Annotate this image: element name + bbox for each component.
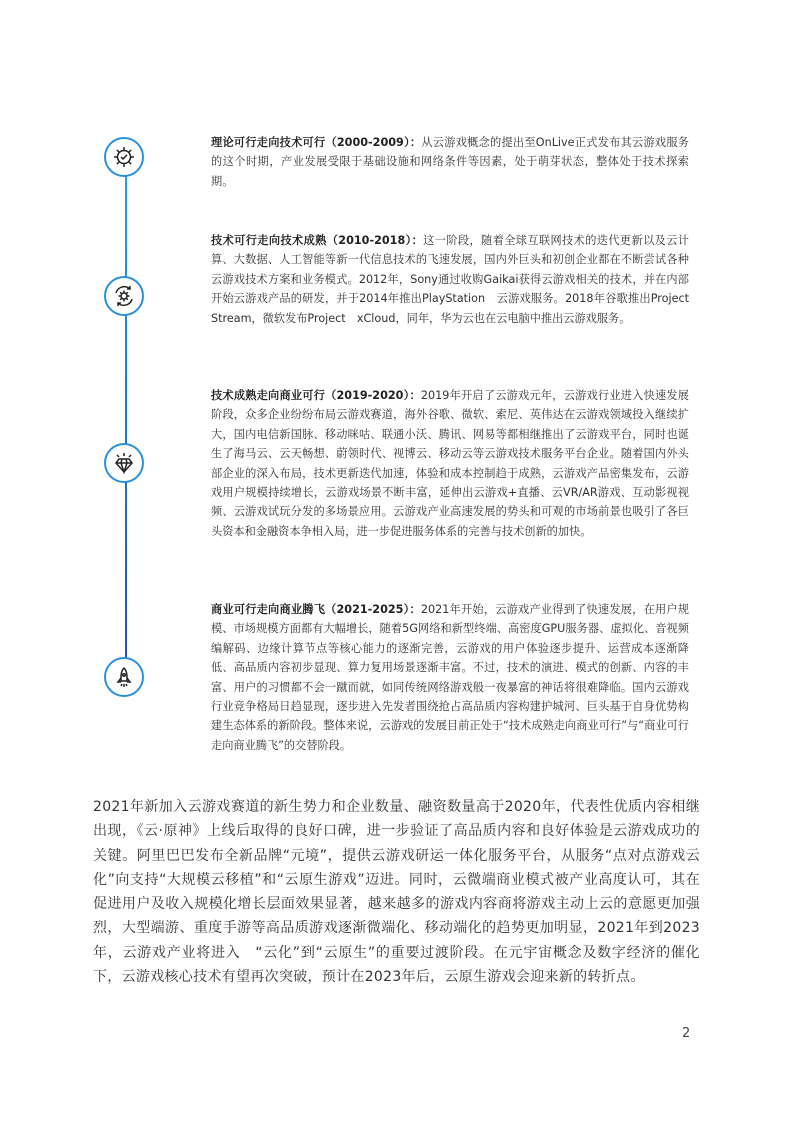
page-number: 2 [682,1026,691,1041]
timeline-entry-4 [211,600,689,755]
timeline-text: 从云游戏概念的提出至OnLive正式发布其云游戏服务的这个时期，产业发展受限于基础设施和网络条件等因素，处于萌芽状态，整体处于技术探索期。 [211,136,689,188]
timeline-heading: 理论可行走向技术可行（2000-2009）： [211,136,422,149]
timeline-entry-1 [211,133,689,191]
gear-check-icon [104,137,144,177]
timeline-line [125,157,127,677]
timeline-heading: 技术可行走向技术成熟（2010-2018）： [211,234,424,247]
timeline-heading: 技术成熟走向商业可行（2019-2020）： [211,389,421,402]
rocket-icon [104,657,144,697]
gear-cycle-icon [104,276,144,316]
timeline-heading: 商业可行走向商业腾飞（2021-2025）： [211,603,421,616]
timeline-text: 2019年开启了云游戏元年，云游戏行业进入快速发展阶段，众多企业纷纷布局云游戏赛道，海外谷歌、微软、索尼、英伟达在云游戏领域投入继续扩大，国内电信新国脉、移动咪咕、联通小沃、腾讯、网易等都相继推出了云游戏平台，同时也诞生了海马云、云天畅想、蔚领时代、视博云、移动云等云游戏技术服务平台企业。随着国内外头部企业的深入布局，技术更新迭代加速，体验和成本控制趋于成熟，云游戏产品密集发布，云游戏用户规模持续增长，云游戏场景不断丰富，延伸出云游戏+直播、云VR/AR游戏、互动影视视频、云游戏试玩分发的多场景应用。云游戏产业高速发展的势头和可观的市场前景也吸引了各巨头资本和金融资本争相入局，进一步促进服务体系的完善与技术创新的加快。 [211,389,689,538]
timeline-entry-3 [211,386,689,541]
timeline-entry-2 [211,231,701,328]
timeline-text: 这一阶段，随着全球互联网技术的迭代更新以及云计算、大数据、人工智能等新一代信息技术的飞速发展，国内外巨头和初创企业都在不断尝试各种云游戏技术方案和业务模式。2012年，Sony通过收购Gaikai获得云游戏相关的技术，并在内部开始云游戏产品的研发，并于2014年推出PlayStation 云游戏服务。2018年谷歌推出Project Stream，微软发布Project xCloud，同年，华为云也在云电脑中推出云游戏服务。 [211,234,701,325]
timeline-text: 2021年开始，云游戏产业得到了快速发展，在用户规模、市场规模方面都有大幅增长，随着5G网络和新型终端、高密度GPU服务器、虚拟化、音视频编解码、边缘计算节点等核心能力的逐渐完善，云游戏的用户体验逐步提升、运营成本逐渐降低、高品质内容初步显现、算力复用场景逐渐丰富。不过，技术的演进、模式的创新、内容的丰富、用户的习惯都不会一蹴而就，如同传统网络游戏般一夜暴富的神话将很难降临。国内云游戏行业竞争格局日趋显现，逐步进入先发者围绕抢占高品质内容构建护城河、巨头基于自身优势构建生态体系的新阶段。整体来说，云游戏的发展目前正处于“技术成熟走向商业可行”与“商业可行走向商业腾飞”的交替阶段。 [211,603,689,752]
diamond-icon [104,443,144,483]
body-paragraph: 2021年新加入云游戏赛道的新生势力和企业数量、融资数量高于2020年，代表性优质内容相继出现，《云·原神》上线后取得的良好口碑，进一步验证了高品质内容和良好体验是云游戏成功的关键。阿里巴巴发布全新品牌“元境”，提供云游戏研运一体化服务平台，从服务“点对点游戏云化”向支持“大规模云移植”和“云原生游戏”迈进。同时，云微端商业模式被产业高度认可，其在促进用户及收入规模化增长层面效果显著，越来越多的游戏内容商将游戏主动上云的意愿更加强烈，大型端游、重度手游等高品质游戏逐渐微端化、移动端化的趋势更加明显，2021年到2023年，云游戏产业将进入 “云化”到“云原生”的重要过渡阶段。在元宇宙概念及数字经济的催化下，云游戏核心技术有望再次突破，预计在2023年后，云原生游戏会迎来新的转折点。 [93,799,700,986]
